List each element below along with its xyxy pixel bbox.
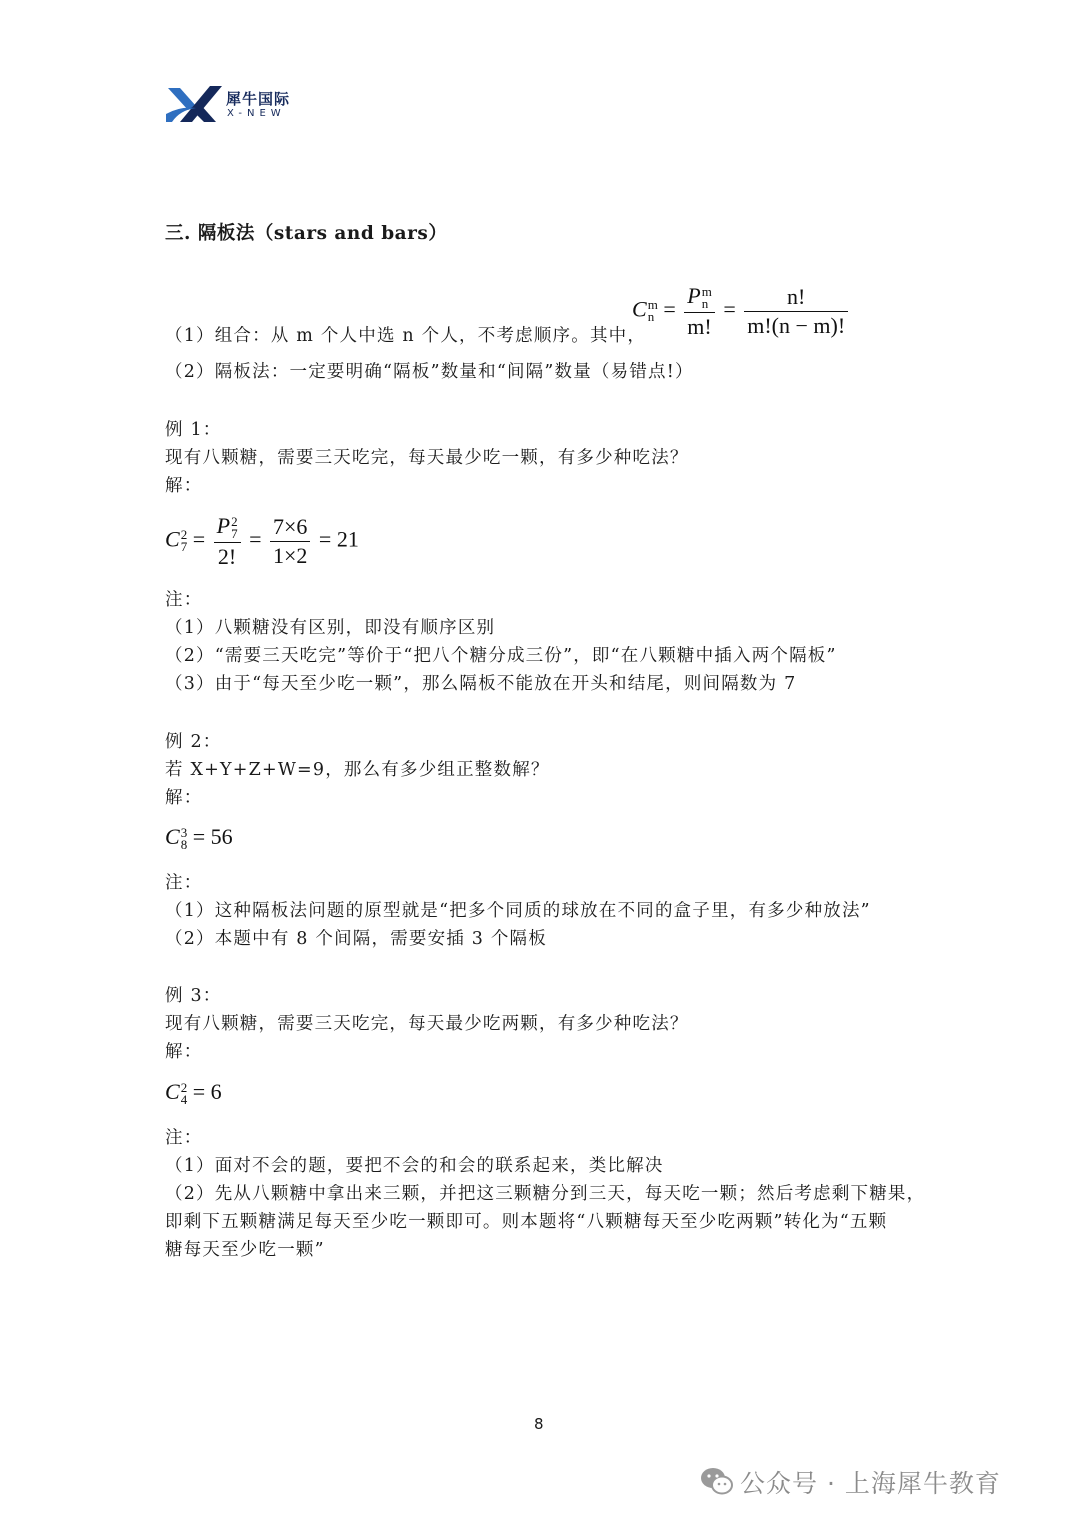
- example-3-note-label: 注：: [165, 1128, 203, 1148]
- example-3-note-4: 糖每天至少吃一颗”: [165, 1240, 325, 1260]
- example-3-label: 例 3：: [165, 986, 222, 1006]
- example-3-note-3: 即剩下五颗糖满足每天至少吃一颗即可。则本题将“八颗糖每天至少吃两颗”转化为“五颗: [165, 1212, 888, 1232]
- logo-cn-text: 犀牛国际: [226, 90, 291, 108]
- example-1-note-3: （3）由于“每天至少吃一颗”，那么隔板不能放在开头和结尾，则间隔数为 7: [165, 674, 797, 694]
- page-number: 8: [534, 1415, 544, 1433]
- example-2-formula: C 3 8 = 56: [165, 824, 233, 852]
- logo-en-text: X-NEW: [227, 108, 286, 119]
- example-1-note-label: 注：: [165, 590, 203, 610]
- example-3-formula: C 2 4 = 6: [165, 1079, 222, 1107]
- example-2-note-2: （2）本题中有 8 个间隔，需要安插 3 个隔板: [165, 929, 547, 949]
- example-1-label: 例 1：: [165, 420, 222, 440]
- x-new-logo-icon: [166, 84, 224, 124]
- main-formula: C m n = P m n m! = $\frac{n!}{m!(n - m)!}$: [632, 284, 851, 339]
- example-3-question: 现有八颗糖，需要三天吃完，每天最少吃两颗，有多少种吃法？: [165, 1014, 689, 1034]
- example-1-solve: 解：: [165, 476, 203, 496]
- rule-2: （2）隔板法：一定要明确“隔板”数量和“间隔”数量（易错点!）: [165, 362, 694, 382]
- example-3-solve: 解：: [165, 1042, 203, 1062]
- watermark-text: 公众号 · 上海犀牛教育: [740, 1469, 1001, 1498]
- example-1-note-2: （2）“需要三天吃完”等价于“把八个糖分成三份”，即“在八颗糖中插入两个隔板”: [165, 646, 837, 666]
- example-1-note-1: （1）八颗糖没有区别，即没有顺序区别: [165, 618, 496, 638]
- wechat-icon: [700, 1466, 734, 1496]
- rule-1: （1）组合：从 m 个人中选 n 个人，不考虑顺序。其中，: [165, 326, 647, 346]
- example-3-note-1: （1）面对不会的题，要把不会的和会的联系起来，类比解决: [165, 1156, 664, 1176]
- example-3-note-2: （2）先从八颗糖中拿出来三颗，并把这三颗糖分到三天，每天吃一颗；然后考虑剩下糖果，: [165, 1184, 926, 1204]
- example-2-note-1: （1）这种隔板法问题的原型就是“把多个同质的球放在不同的盒子里，有多少种放法”: [165, 901, 871, 921]
- logo: [166, 84, 306, 126]
- example-1-question: 现有八颗糖，需要三天吃完，每天最少吃一颗，有多少种吃法？: [165, 448, 689, 468]
- example-2-note-label: 注：: [165, 873, 203, 893]
- section-title: 三. 隔板法（stars and bars）: [165, 223, 448, 244]
- example-1-formula: C 2 7 = P 2 7 2! = $\frac{7\times 6}{1\times 2}$ = 21: [165, 513, 359, 569]
- example-2-question: 若 X+Y+Z+W=9，那么有多少组正整数解？: [165, 760, 550, 780]
- example-2-label: 例 2：: [165, 732, 222, 752]
- example-2-solve: 解：: [165, 788, 203, 808]
